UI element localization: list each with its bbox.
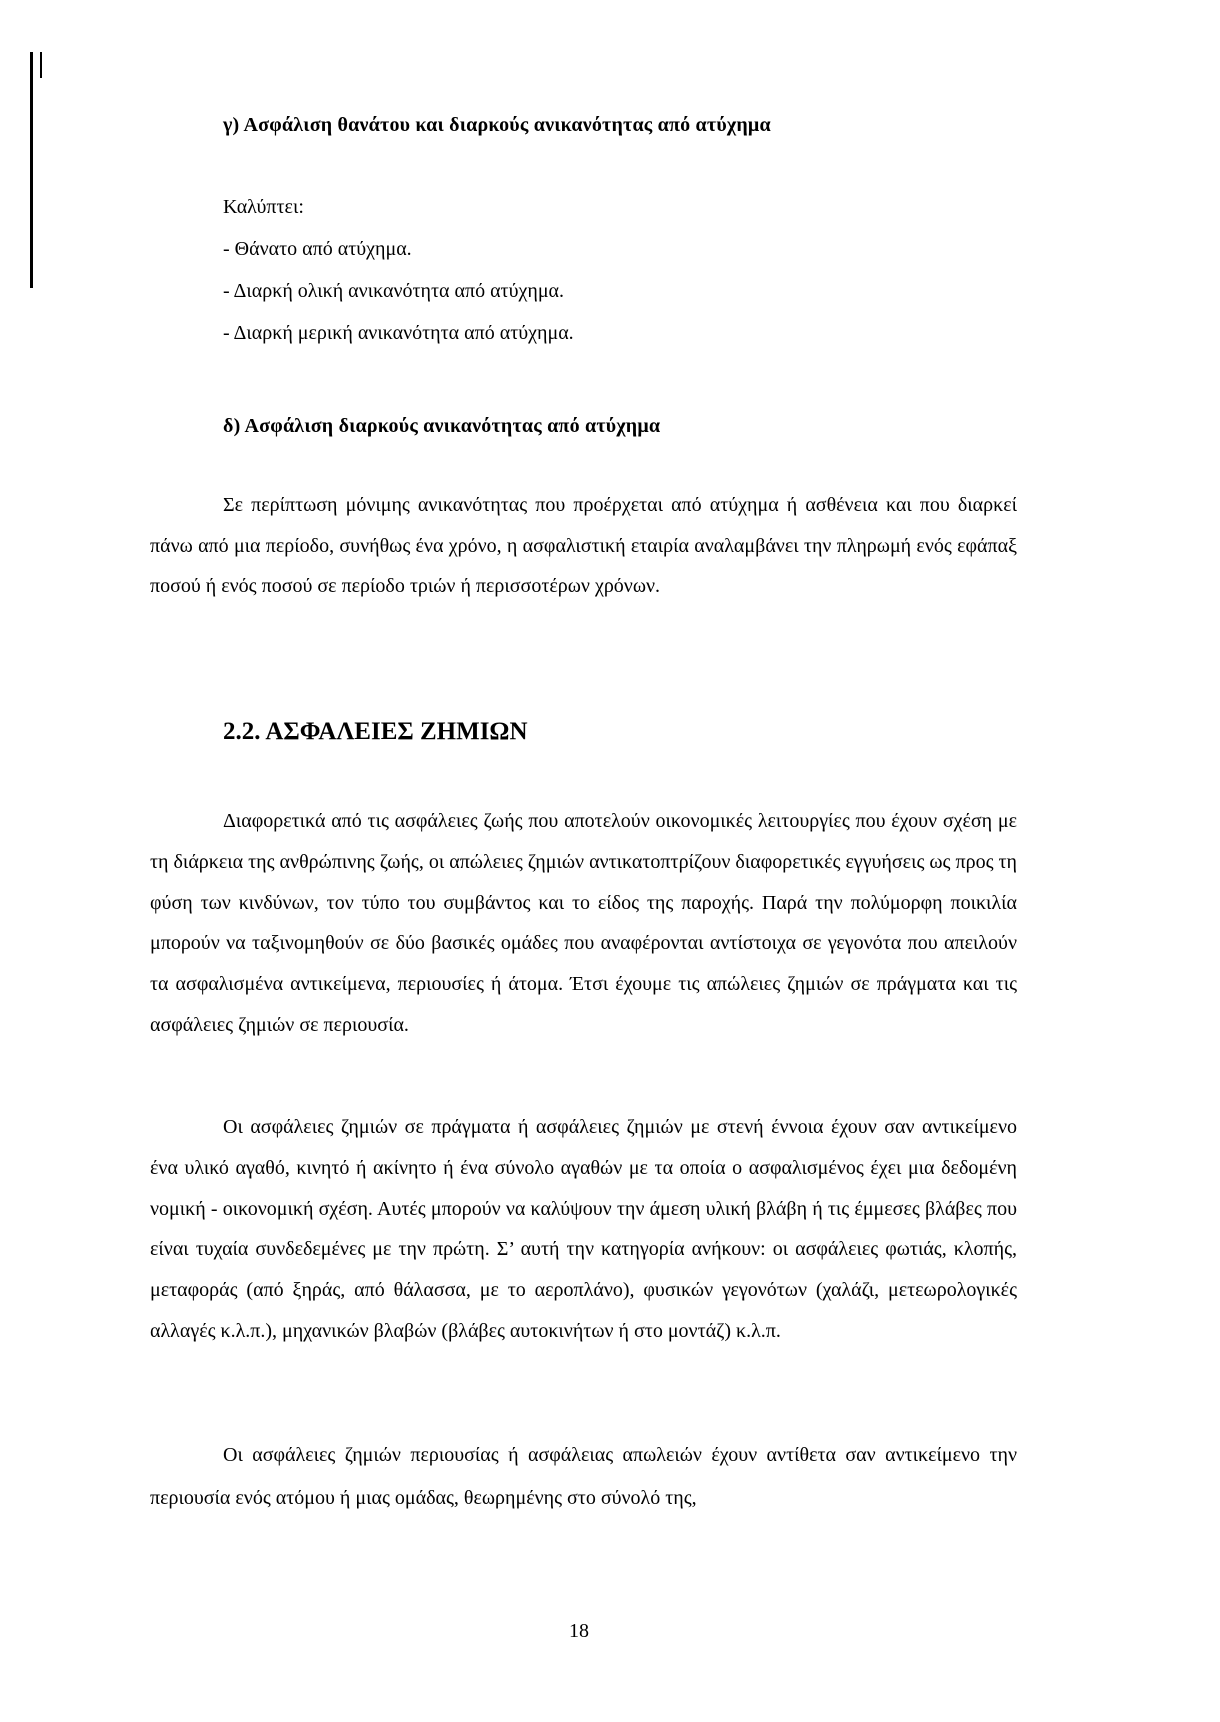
paragraph-damage-insurance-intro: Διαφορετικά από τις ασφάλειες ζωής που αποτελούν οικονομικές λειτουργίες που έχουν σχέση με τη διάρκεια της ανθρώπινης ζωής, οι απώλειες ζημιών αντικατοπτρίζουν διαφορετικές εγγυήσεις ως προς τη φύση των κινδύνων, τον τύπο του συμβάντος και το είδος της παροχής. Παρά την πολύμορφη ποικιλία μπορούν να ταξινομηθούν σε δύο βασικές ομάδες που αναφέρονται αντίστοιχα σε γεγονότα που απειλούν τα ασφαλισμένα αντικείμενα, περιουσίες ή άτομα. Έτσι έχουμε τις απώλειες ζημιών σε πράγματα και τις ασφάλειες ζημιών σε περιουσία. [150, 810, 1017, 1036]
scan-edge-mark [30, 52, 33, 288]
covers-item-3: - Διαρκή μερική ανικανότητα από ατύχημα. [223, 322, 574, 344]
section-heading: 2.2. ΑΣΦΑΛΕΙΕΣ ΖΗΜΙΩΝ [223, 718, 528, 745]
covers-item-2: - Διαρκή ολική ανικανότητα από ατύχημα. [223, 280, 565, 302]
scan-edge-mark-small [40, 52, 42, 78]
covers-item-1: - Θάνατο από ατύχημα. [223, 238, 412, 260]
paragraph-property-damage: Οι ασφάλειες ζημιών σε πράγματα ή ασφάλειες ζημιών με στενή έννοια έχουν σαν αντικείμενο ένα υλικό αγαθό, κινητό ή ακίνητο ή ένα σύνολο αγαθών με τα οποία ο ασφαλισμένος έχει μια δεδομένη νομική - οικονομική σχέση. Αυτές μπορούν να καλύψουν την άμεση υλική βλάβη ή τις έμμεσες βλάβες που είναι τυχαία συνδεδεμένες με την πρώτη. Σ’ αυτή την κατηγορία ανήκουν: οι ασφάλειες φωτιάς, κλοπής, μεταφοράς (από ξηράς, από θάλασσα, με το αεροπλάνο), φυσικών γεγονότων (χαλάζι, μετεωρολογικές αλλαγές κ.λ.π.), μηχανικών βλαβών (βλάβες αυτοκινήτων ή στο μοντάζ) κ.λ.π. [150, 1116, 1017, 1342]
paragraph-permanent-disability: Σε περίπτωση μόνιμης ανικανότητας που προέρχεται από ατύχημα ή ασθένεια και που διαρκεί πάνω από μια περίοδο, συνήθως ένα χρόνο, η ασφαλιστική εταιρία αναλαμβάνει την πληρωμή ενός εφάπαξ ποσού ή ενός ποσού σε περίοδο τριών ή περισσοτέρων χρόνων. [150, 494, 1017, 597]
heading-death-disability-insurance: γ) Ασφάλιση θανάτου και διαρκούς ανικανότητας από ατύχημα [223, 114, 771, 136]
covers-label: Καλύπτει: [223, 196, 304, 218]
heading-permanent-disability-insurance: δ) Ασφάλιση διαρκούς ανικανότητας από ατύχημα [223, 415, 661, 437]
paragraph-wealth-damage: Οι ασφάλειες ζημιών περιουσίας ή ασφάλειας απωλειών έχουν αντίθετα σαν αντικείμενο την περιουσία ενός ατόμου ή μιας ομάδας, θεωρημένης στο σύνολό της, [150, 1444, 1017, 1509]
page-number: 18 [569, 1620, 589, 1642]
